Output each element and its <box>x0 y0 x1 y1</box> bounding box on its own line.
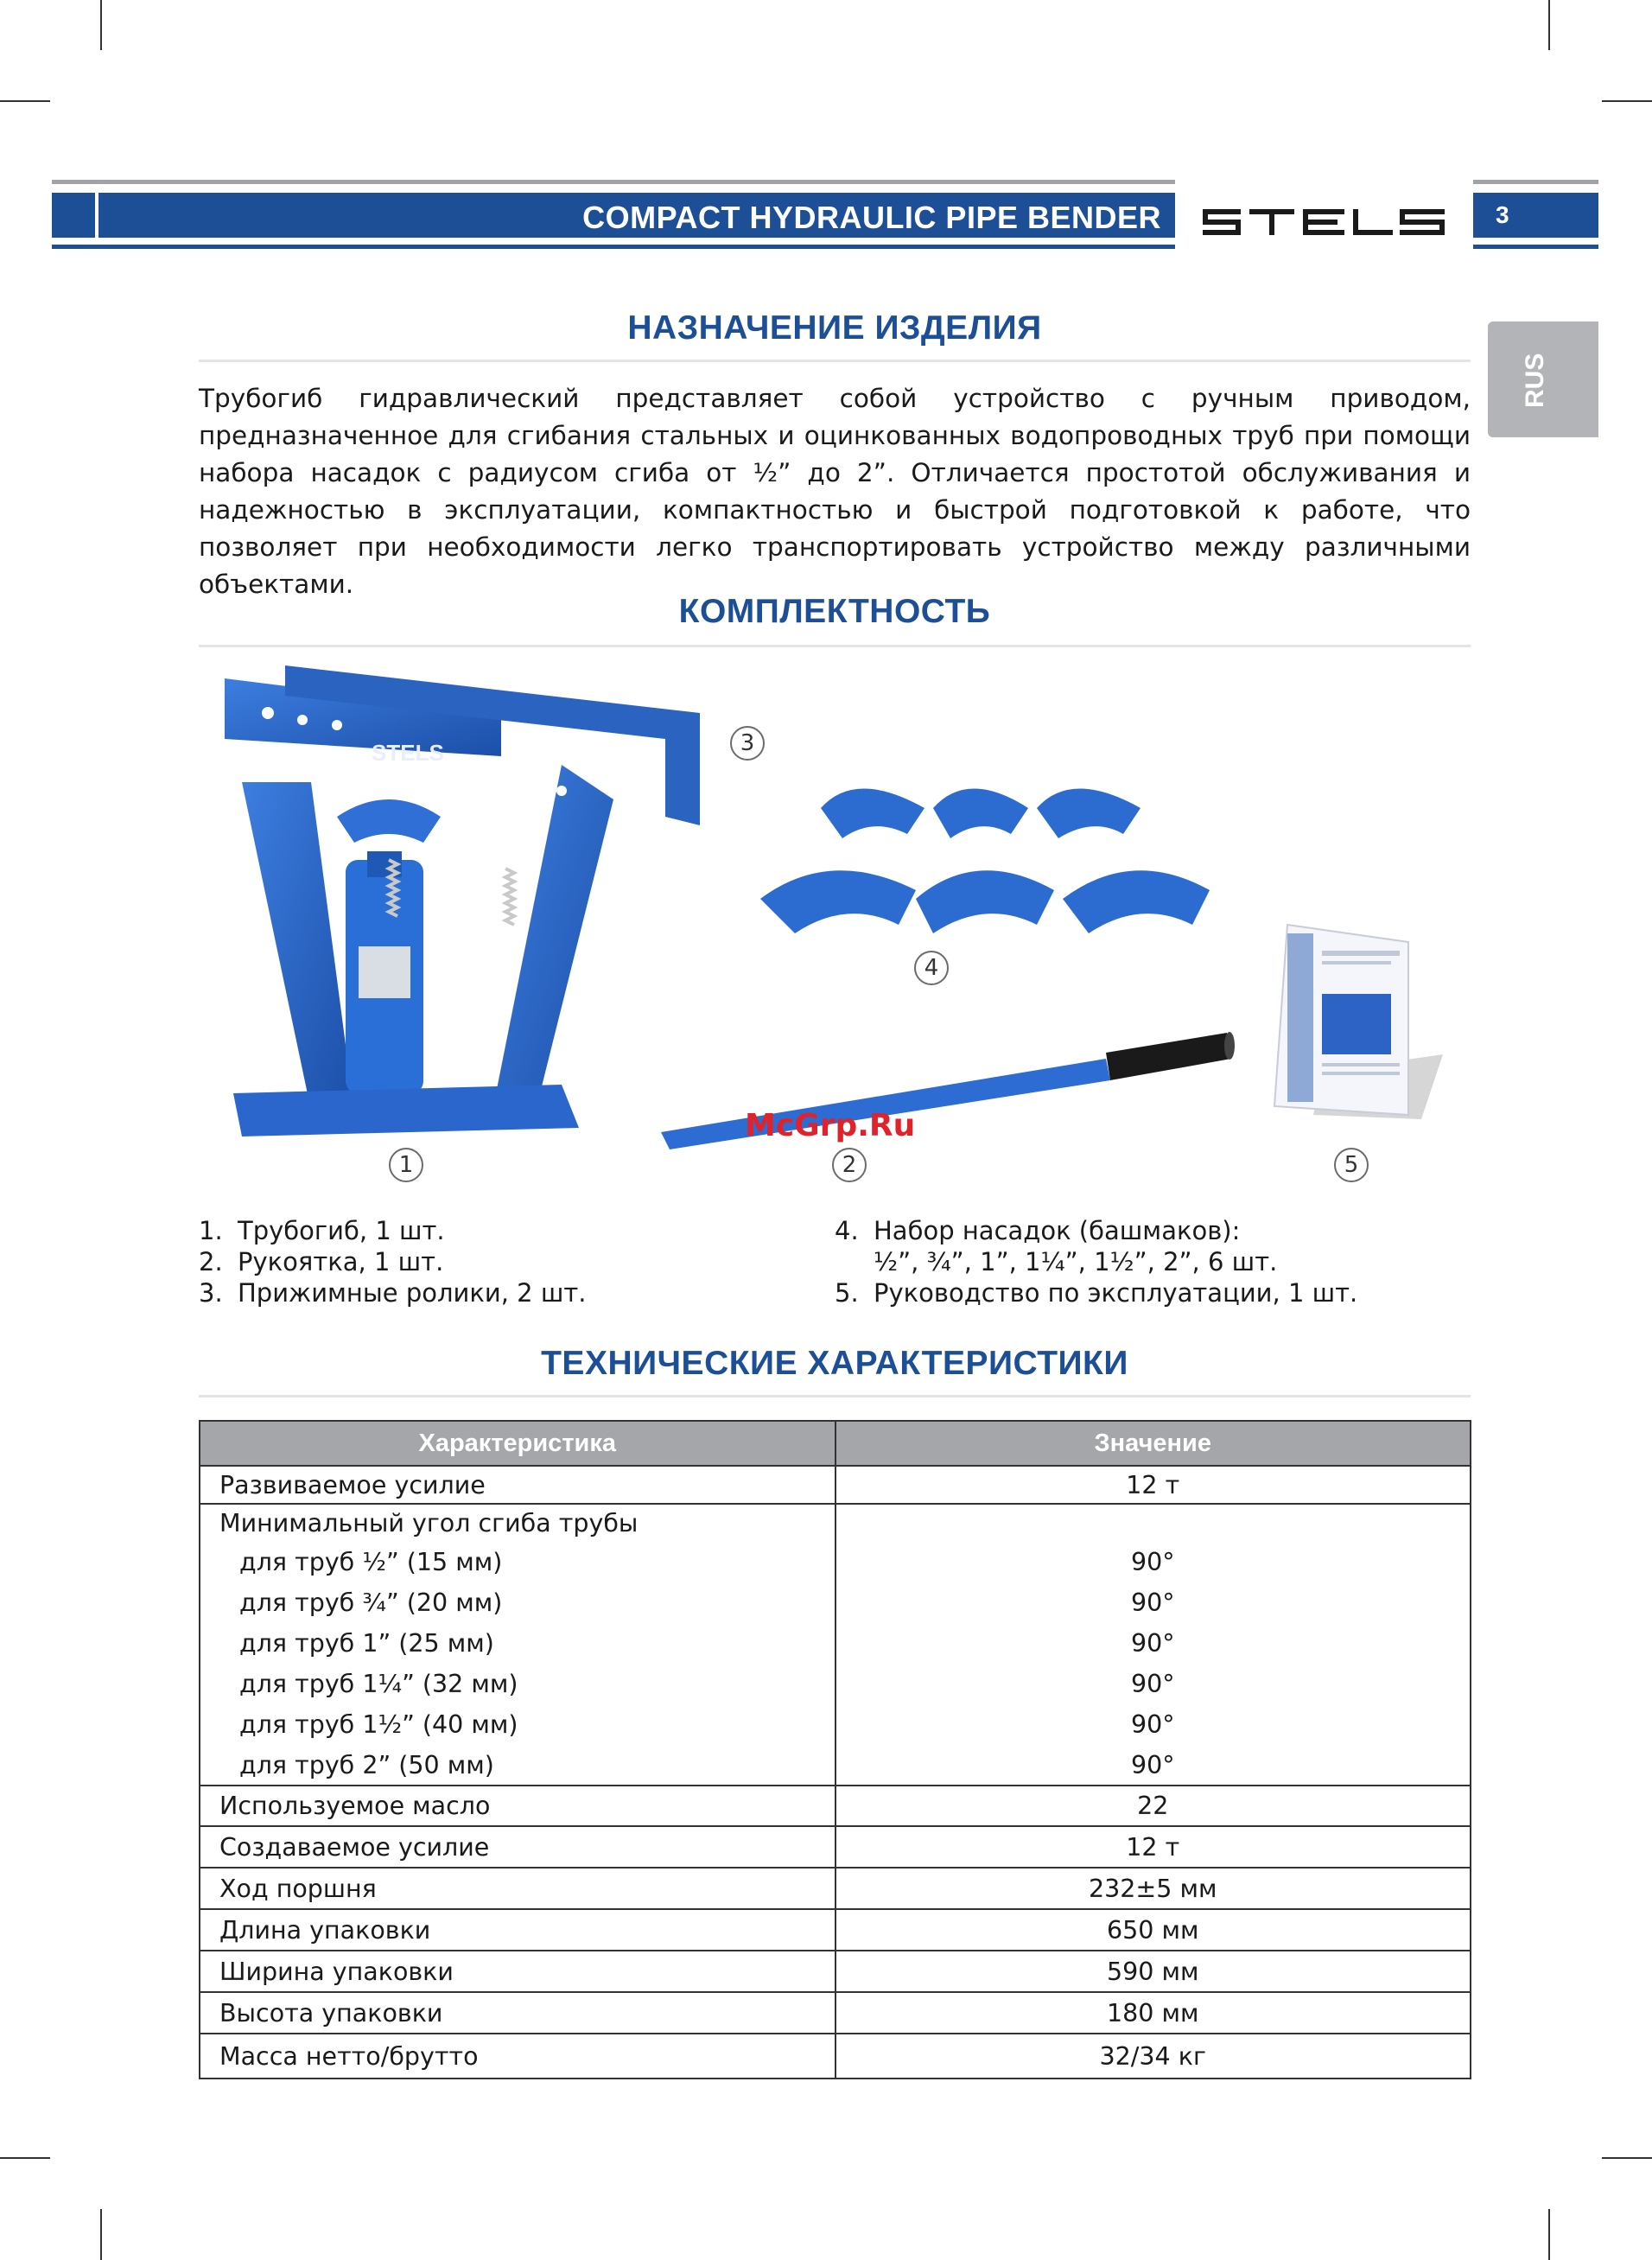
kit-heading: КОМПЛЕКТНОСТЬ <box>678 593 991 630</box>
purpose-heading: НАЗНАЧЕНИЕ ИЗДЕЛИЯ <box>627 309 1042 347</box>
list-item: 2. Рукоятка, 1 шт. <box>199 1247 444 1276</box>
crop-mark <box>1602 100 1652 102</box>
language-tab-label: RUS <box>1521 353 1549 408</box>
manual-image <box>1270 916 1452 1124</box>
table-row: Ход поршня 232±5 мм <box>200 1868 1471 1909</box>
table-row: для труб 1½” (40 мм) 90° <box>200 1704 1471 1745</box>
crop-mark <box>1548 0 1550 50</box>
language-tab <box>1488 321 1598 437</box>
callout-5: 5 <box>1334 1148 1369 1182</box>
stels-logo <box>1199 206 1450 239</box>
purpose-text: Трубогиб гидравлический представляет собой устройство с ручным приводом, предназначенное для сгибания стальных и оцинкованных водопроводных труб при помощи набора насадок с радиусом сгиба от ½” до 2”. Отличается простотой обслуживания и надежностью в эксплуатации, компактностью и быстрой подготовкой к работе, что позволяет при необходимости легко транспортировать устройство между различными объектами. <box>199 384 1471 599</box>
specs-table <box>199 1420 1471 2079</box>
table-row: Развиваемое усилие 12 т <box>200 1466 1471 1504</box>
callout-1: 1 <box>389 1148 423 1182</box>
list-item: 5. Руководство по эксплуатации, 1 шт. <box>835 1278 1358 1308</box>
table-row: для труб 1¼” (32 мм) 90° <box>200 1664 1471 1704</box>
kit-list-left <box>199 1215 586 1308</box>
list-item: 3. Прижимные ролики, 2 шт. <box>199 1278 587 1308</box>
page-number-box <box>1473 180 1598 249</box>
table-row: для труб ¾” (20 мм) 90° <box>200 1582 1471 1623</box>
table-row: Масса нетто/брутто 32/34 кг <box>200 2034 1471 2079</box>
kit-list-right <box>835 1215 1357 1308</box>
handle-image <box>657 1020 1236 1149</box>
table-row: Используемое масло 22 <box>200 1786 1471 1826</box>
callout-2: 2 <box>832 1148 867 1182</box>
image-brand-text: STELS <box>372 740 444 766</box>
table-row: для труб 1” (25 мм) 90° <box>200 1623 1471 1664</box>
list-item: ½”, ¾”, 1”, 1¼”, 1½”, 2”, 6 шт. <box>874 1247 1278 1276</box>
table-row: для труб ½” (15 мм) 90° <box>200 1542 1471 1582</box>
crop-mark <box>100 0 102 50</box>
table-row: Ширина упаковки 590 мм <box>200 1951 1471 1992</box>
crop-mark <box>1548 2209 1550 2260</box>
column-header: Характеристика <box>200 1421 836 1466</box>
crop-mark <box>0 100 50 102</box>
heading-rule <box>199 1395 1471 1397</box>
table-row: для труб 2” (50 мм) 90° <box>200 1745 1471 1786</box>
table-row: Высота упаковки 180 мм <box>200 1992 1471 2034</box>
heading-rule <box>199 645 1471 647</box>
bending-shoes-image <box>760 769 1218 959</box>
crop-mark <box>0 2157 50 2159</box>
callout-3: 3 <box>730 726 765 761</box>
table-row: Создаваемое усилие 12 т <box>200 1826 1471 1868</box>
callout-4: 4 <box>914 951 949 985</box>
table-row: Минимальный угол сгиба трубы <box>200 1504 1471 1542</box>
list-item: 4. Набор насадок (башмаков): <box>835 1216 1241 1245</box>
column-header: Значение <box>836 1421 1471 1466</box>
crop-mark <box>100 2209 102 2260</box>
document-title: COMPACT HYDRAULIC PIPE BENDER <box>582 200 1161 235</box>
page-number: 3 <box>1473 193 1598 238</box>
specs-heading: ТЕХНИЧЕСКИЕ ХАРАКТЕРИСТИКИ <box>541 1345 1128 1382</box>
heading-rule <box>199 360 1471 362</box>
list-item: 1. Трубогиб, 1 шт. <box>199 1216 445 1245</box>
watermark: McGrp.Ru <box>745 1108 916 1143</box>
table-header-row <box>200 1421 1471 1466</box>
pipe-bender-image <box>216 661 717 1145</box>
table-row: Длина упаковки 650 мм <box>200 1909 1471 1951</box>
crop-mark <box>1602 2157 1652 2159</box>
header-bar <box>52 180 1175 249</box>
